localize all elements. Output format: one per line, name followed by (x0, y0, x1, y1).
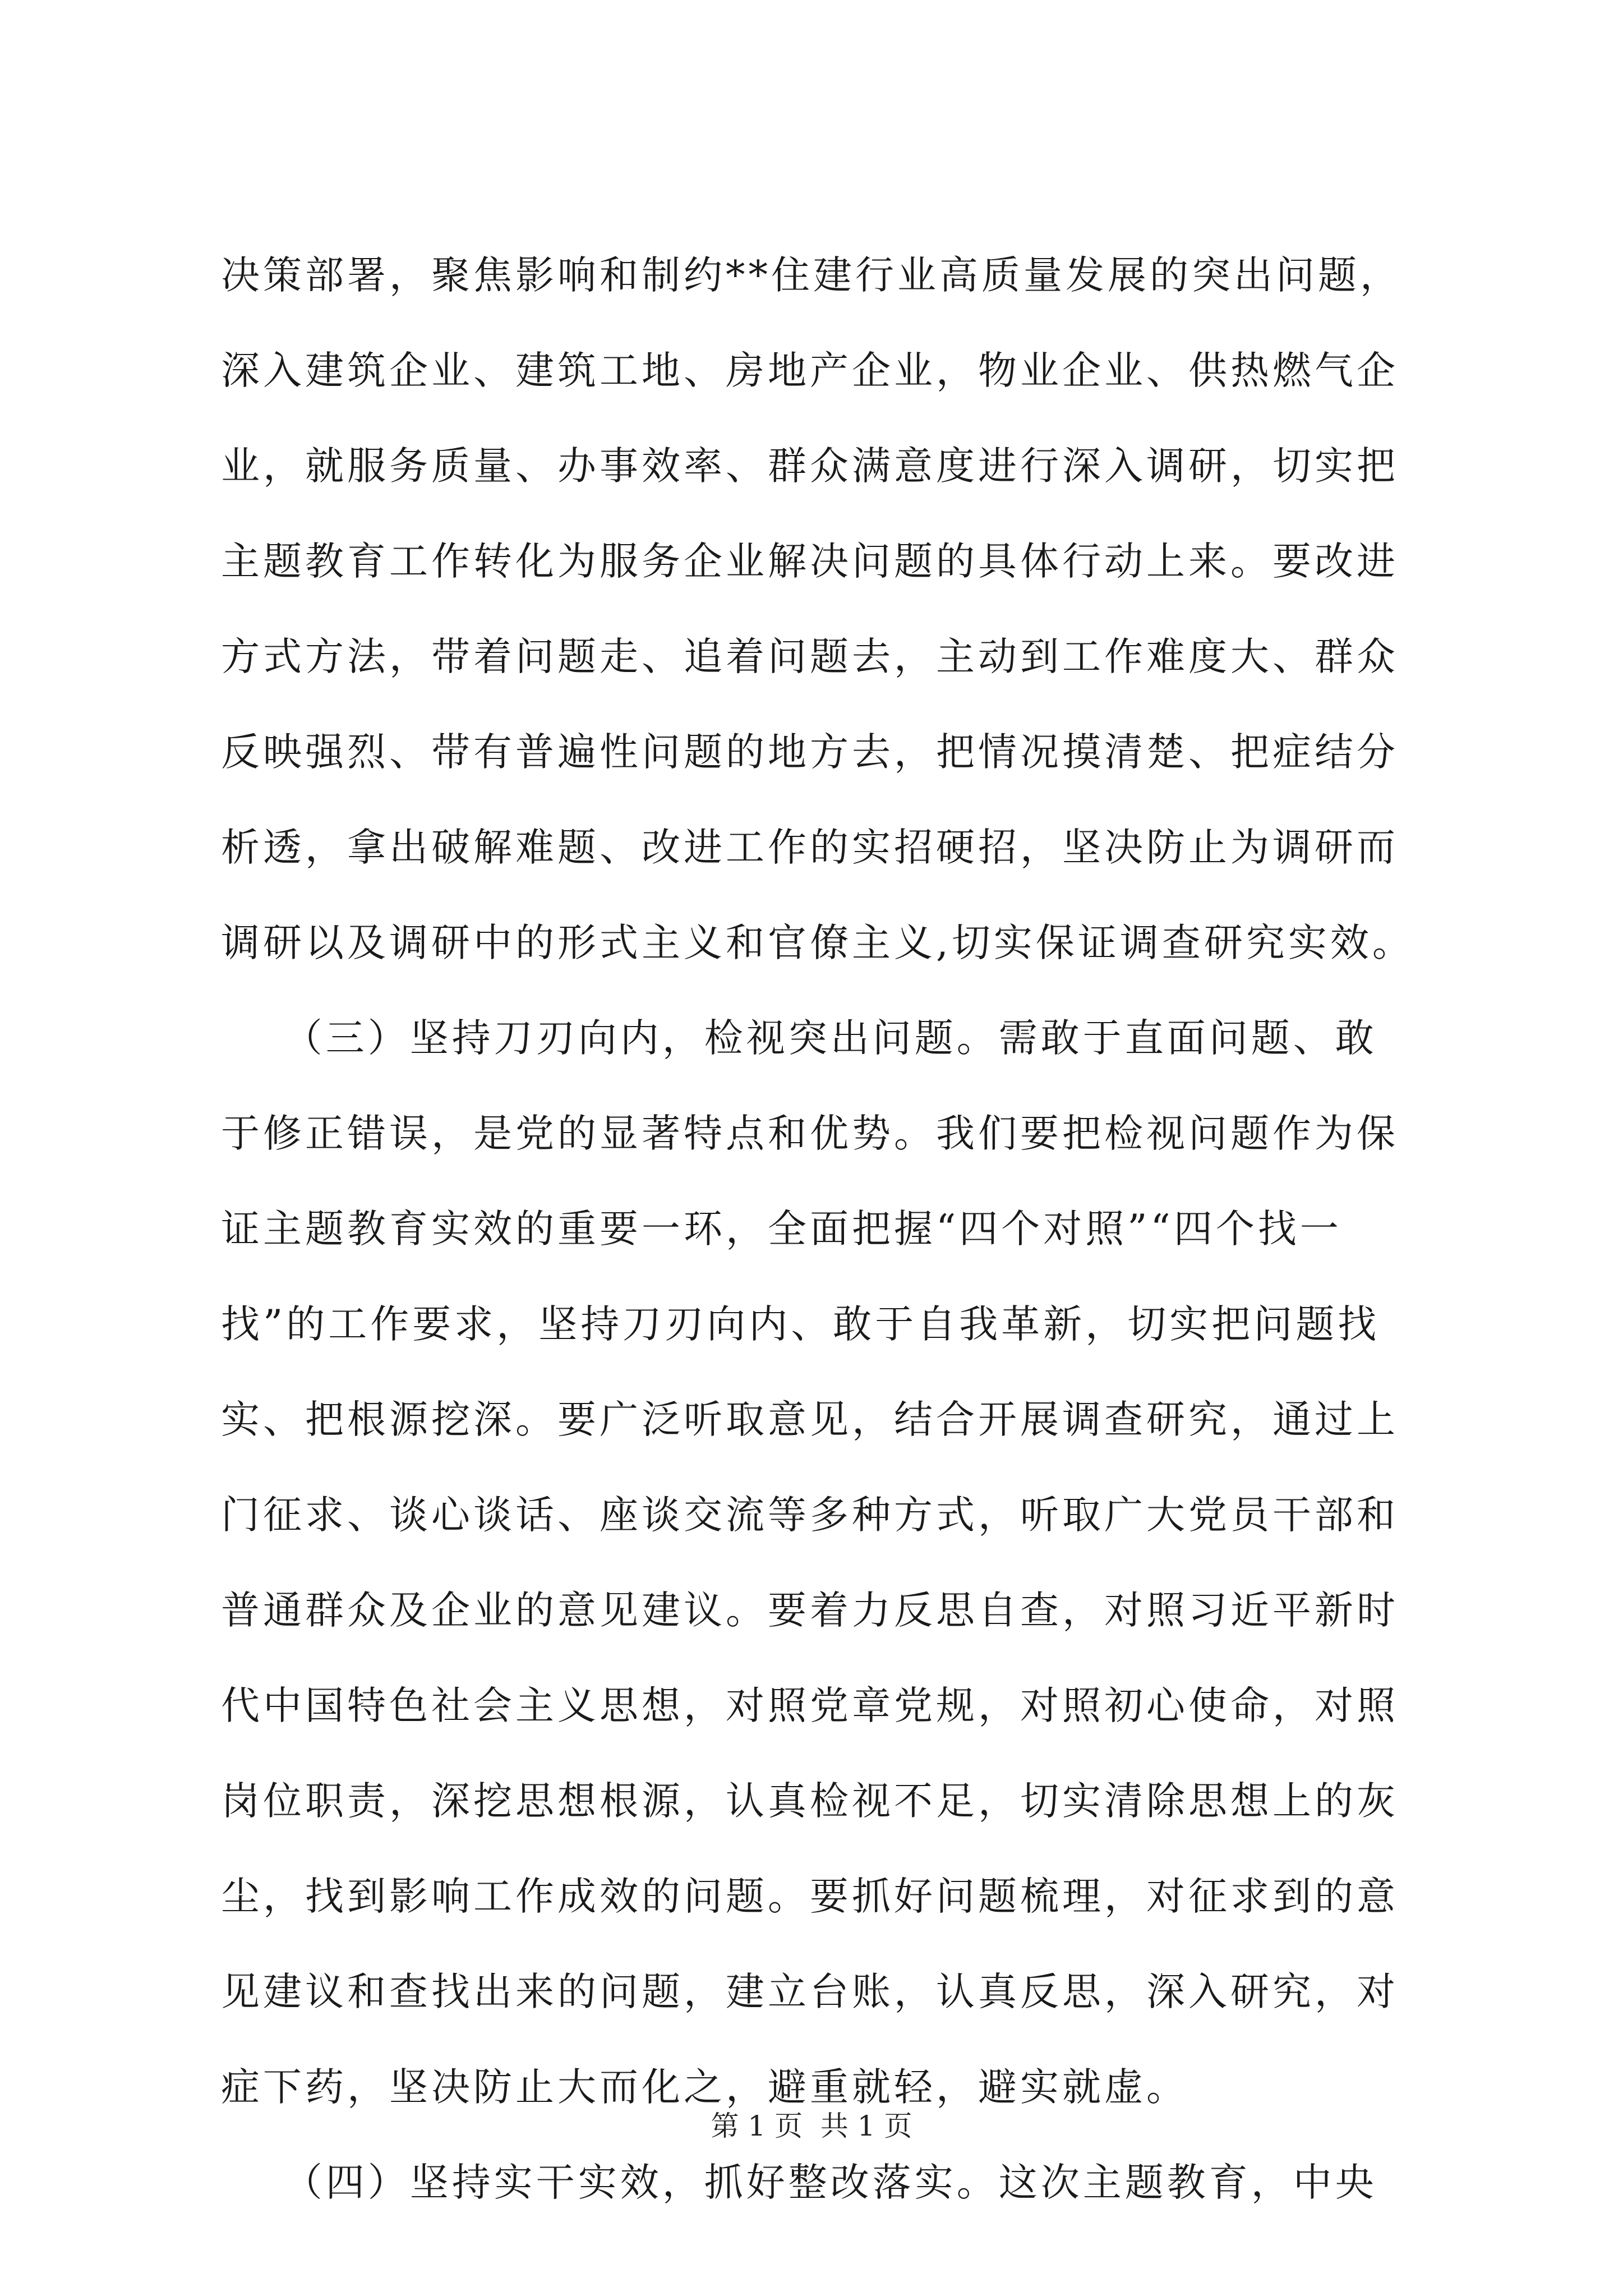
text-line: 方式方法，带着问题走、追着问题去，主动到工作难度大、群众 (221, 634, 1399, 679)
text-line: 决策部署，聚焦影响和制约**住建行业高质量发展的突出问题， (221, 253, 1402, 298)
text-line: 主题教育工作转化为服务企业解决问题的具体行动上来。要改进 (221, 539, 1399, 584)
text-line: 代中国特色社会主义思想，对照党章党规，对照初心使命，对照 (221, 1683, 1399, 1728)
page-number-footer: 第 1 页 共 1 页 (711, 2110, 912, 2142)
text-line: 于修正错误，是党的显著特点和优势。我们要把检视问题作为保 (221, 1111, 1399, 1156)
text-line: 见建议和查找出来的问题，建立台账，认真反思，深入研究，对 (221, 1970, 1399, 2014)
document-body (221, 228, 1413, 2230)
text-line: 调研以及调研中的形式主义和官僚主义,切实保证调查研究实效。 (221, 921, 1414, 965)
text-line: 实、把根源挖深。要广泛听取意见，结合开展调查研究，通过上 (221, 1397, 1399, 1442)
text-line: 找”的工作要求，坚持刀刃向内、敢于自我革新，切实把问题找 (221, 1302, 1380, 1347)
text-line: 门征求、谈心谈话、座谈交流等多种方式，听取广大党员干部和 (221, 1493, 1399, 1538)
text-line: 业，就服务质量、办事效率、群众满意度进行深入调研，切实把 (221, 444, 1399, 489)
text-line: 深入建筑企业、建筑工地、房地产企业，物业企业、供热燃气企 (221, 348, 1399, 393)
text-line: 岗位职责，深挖思想根源，认真检视不足，切实清除思想上的灰 (221, 1779, 1399, 1824)
text-line: 证主题教育实效的重要一环，全面把握“四个对照”“四个找一 (221, 1207, 1342, 1251)
text-line: 症下药，坚决防止大而化之，避重就轻，避实就虚。 (221, 2065, 1188, 2110)
text-line: 析透，拿出破解难题、改进工作的实招硬招，坚决防止为调研而 (221, 825, 1399, 870)
text-line: （四）坚持实干实效，抓好整改落实。这次主题教育，中央 (221, 2160, 1377, 2205)
text-line: 反映强烈、带有普遍性问题的地方去，把情况摸清楚、把症结分 (221, 730, 1399, 775)
text-line: 普通群众及企业的意见建议。要着力反思自查，对照习近平新时 (221, 1588, 1399, 1633)
text-line: 尘，找到影响工作成效的问题。要抓好问题梳理，对征求到的意 (221, 1874, 1399, 1919)
text-line: （三）坚持刀刃向内，检视突出问题。需敢于直面问题、敢 (221, 1016, 1377, 1061)
